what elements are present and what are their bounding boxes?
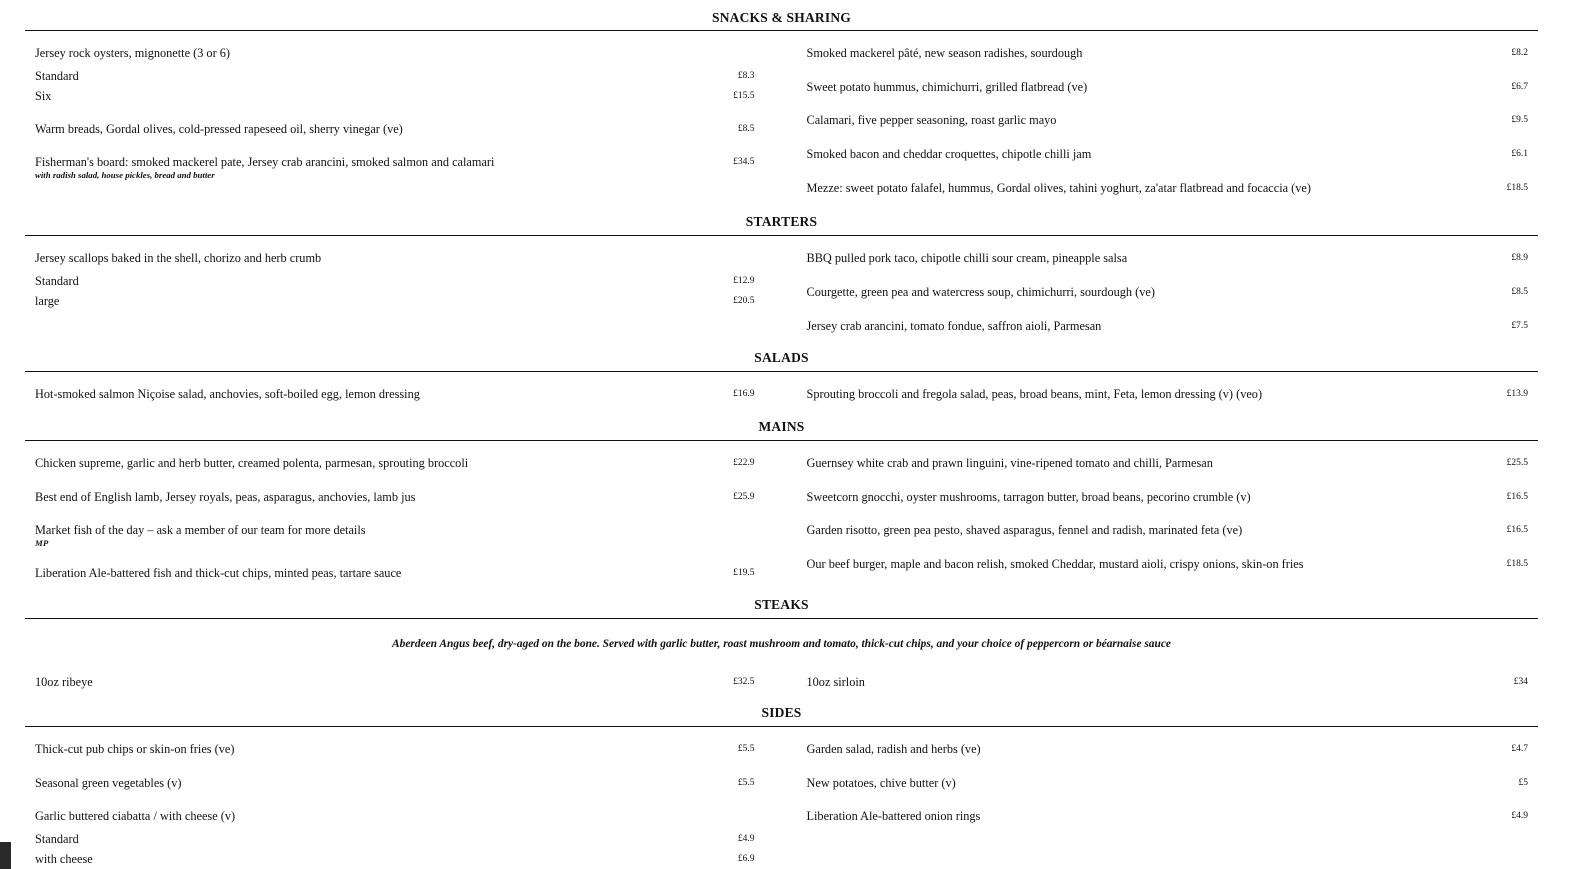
option-label: with cheese: [35, 852, 93, 866]
option-label: large: [35, 294, 60, 308]
item-option: [35, 829, 755, 849]
section-title-mains: MAINS: [758, 419, 805, 434]
menu-item: [35, 456, 755, 490]
item-price: £4.9: [1511, 811, 1528, 821]
menu-item: [807, 742, 1529, 776]
section-steaks: [25, 619, 1538, 696]
menu-item: [807, 776, 1529, 809]
menu-item: [807, 490, 1529, 523]
item-name: Warm breads, Gordal olives, cold-pressed rapeseed oil, sherry vinegar (ve): [35, 122, 403, 136]
snacks-left-column: [25, 31, 782, 205]
starters-right-column: [782, 236, 1539, 341]
item-name: Jersey rock oysters, mignonette (3 or 6): [35, 46, 230, 60]
item-subtext: with radish salad, house pickles, bread and butter: [35, 170, 215, 180]
menu-item: [807, 80, 1529, 113]
item-price: £16.5: [1506, 492, 1528, 502]
item-name: Jersey crab arancini, tomato fondue, saffron aioli, Parmesan: [806, 319, 1102, 333]
option-price: £6.9: [737, 854, 755, 864]
item-price: £25.9: [733, 492, 755, 502]
item-price: £5.5: [737, 778, 755, 788]
item-name: Sweetcorn gnocchi, oyster mushrooms, tarragon butter, broad beans, pecorino crumble (v): [806, 490, 1251, 504]
item-price: £18.5: [1506, 183, 1528, 193]
option-label: Standard: [35, 274, 79, 288]
section-title-starters: STARTERS: [745, 214, 818, 229]
menu-page: [25, 0, 1538, 869]
item-name: 10oz ribeye: [35, 675, 93, 689]
salads-right-column: [782, 372, 1539, 410]
item-price: £6.1: [1511, 149, 1528, 159]
item-price: £9.5: [1511, 115, 1528, 125]
item-name: Calamari, five pepper seasoning, roast garlic mayo: [806, 113, 1057, 127]
section-salads: [25, 372, 1538, 410]
menu-item: [35, 566, 755, 581]
item-name: Sprouting broccoli and fregola salad, peas, broad beans, mint, Feta, lemon dressing (v) (veo): [806, 387, 1263, 401]
item-price: £18.5: [1506, 559, 1528, 569]
menu-item: [35, 809, 755, 829]
section-title-steaks: STEAKS: [754, 597, 809, 612]
menu-item: [35, 46, 755, 66]
menu-item: [807, 251, 1529, 285]
item-name: Smoked mackerel pâté, new season radishes, sourdough: [806, 46, 1083, 60]
menu-item: [35, 776, 755, 809]
item-price: £25.5: [1506, 458, 1528, 468]
item-price: £5: [1518, 778, 1528, 788]
steaks-note: Aberdeen Angus beef, dry-aged on the bone. Served with garlic butter, roast mushroom and tomato, thick-cut chips, and your choice of peppercorn or béarnaise sauce: [392, 638, 1171, 650]
item-price: £16.5: [1506, 525, 1528, 535]
sides-left-column: [25, 727, 782, 869]
item-option: [35, 271, 755, 291]
item-price: £22.9: [733, 458, 755, 468]
item-name: Garlic buttered ciabatta / with cheese (v): [35, 809, 236, 823]
menu-item: [35, 251, 755, 271]
menu-item: [35, 742, 755, 776]
menu-item: [35, 387, 755, 402]
menu-item: [807, 456, 1529, 490]
item-name: 10oz sirloin: [806, 675, 865, 689]
menu-item: [807, 46, 1529, 80]
steaks-columns: [25, 656, 1538, 690]
option-price: £4.9: [737, 834, 755, 844]
item-price: £34.5: [733, 157, 755, 167]
option-label: Standard: [35, 69, 79, 83]
salads-left-column: [25, 372, 782, 410]
item-price: £19.5: [733, 568, 755, 578]
item-option: [35, 291, 755, 311]
menu-item: [807, 319, 1529, 334]
item-price: £6.7: [1511, 82, 1528, 92]
section-title-snacks: SNACKS & SHARING: [712, 10, 851, 25]
item-name: Courgette, green pea and watercress soup, chimichurri, sourdough (ve): [806, 285, 1155, 299]
item-name: Chicken supreme, garlic and herb butter, creamed polenta, parmesan, sprouting broccoli: [35, 456, 469, 470]
menu-item: [807, 285, 1529, 319]
item-name: Guernsey white crab and prawn linguini, vine-ripened tomato and chilli, Parmesan: [806, 456, 1213, 470]
steaks-left-column: [25, 675, 782, 690]
item-price: £8.2: [1511, 48, 1528, 58]
item-subtext: MP: [35, 538, 49, 548]
item-name: Garden salad, radish and herbs (ve): [806, 742, 981, 756]
item-name: BBQ pulled pork taco, chipotle chilli sour cream, pineapple salsa: [806, 251, 1128, 265]
item-price: £7.5: [1511, 321, 1528, 331]
corner-tab-button[interactable]: [0, 842, 11, 869]
item-name: Fisherman's board: smoked mackerel pate, Jersey crab arancini, smoked salmon and calamari: [35, 155, 495, 169]
item-price: £4.7: [1511, 744, 1528, 754]
starters-left-column: [25, 236, 782, 341]
section-title-salads: SALADS: [754, 350, 809, 365]
item-option: [35, 86, 755, 106]
menu-item: [35, 675, 755, 690]
menu-item: [35, 122, 755, 155]
menu-item: [35, 155, 755, 170]
item-name: Best end of English lamb, Jersey royals, peas, asparagus, anchovies, lamb jus: [35, 490, 416, 504]
mains-right-column: [782, 441, 1539, 588]
option-price: £15.5: [733, 91, 755, 101]
option-price: £12.9: [733, 276, 755, 286]
menu-item: [807, 113, 1529, 147]
item-option: [35, 66, 755, 86]
item-name: Thick-cut pub chips or skin-on fries (ve): [35, 742, 235, 756]
item-price: £8.5: [1511, 287, 1528, 297]
section-snacks: [25, 31, 1538, 205]
menu-item: [807, 675, 1529, 690]
menu-item: [807, 387, 1529, 402]
sides-right-column: [782, 727, 1539, 869]
section-starters: [25, 236, 1538, 341]
item-option: [35, 849, 755, 869]
item-price: £8.5: [737, 124, 755, 134]
item-price: £32.5: [733, 677, 755, 687]
item-price: £13.9: [1506, 389, 1528, 399]
mains-left-column: [25, 441, 782, 588]
item-price: £34: [1513, 677, 1528, 687]
option-price: £20.5: [733, 296, 755, 306]
option-price: £8.3: [737, 71, 755, 81]
item-name: Hot-smoked salmon Niçoise salad, anchovies, soft-boiled egg, lemon dressing: [35, 387, 420, 401]
item-name: Mezze: sweet potato falafel, hummus, Gordal olives, tahini yoghurt, za'atar flatbread and focaccia (ve): [806, 181, 1311, 195]
snacks-right-column: [782, 31, 1539, 205]
item-name: Market fish of the day – ask a member of our team for more details: [35, 523, 366, 537]
section-mains: [25, 441, 1538, 588]
menu-item: [35, 490, 755, 523]
item-name: Liberation Ale-battered fish and thick-cut chips, minted peas, tartare sauce: [35, 566, 402, 580]
menu-item: [807, 523, 1529, 557]
menu-item: [807, 557, 1529, 572]
item-price: £16.9: [733, 389, 755, 399]
item-name: Garden risotto, green pea pesto, shaved asparagus, fennel and radish, marinated feta (ve): [806, 523, 1243, 537]
item-name: Jersey scallops baked in the shell, chorizo and herb crumb: [35, 251, 322, 265]
menu-item: [807, 809, 1529, 824]
section-title-sides: SIDES: [761, 705, 802, 720]
option-label: Standard: [35, 832, 79, 846]
item-price: £8.9: [1511, 253, 1528, 263]
steaks-right-column: [782, 675, 1539, 690]
item-name: Smoked bacon and cheddar croquettes, chipotle chilli jam: [806, 147, 1092, 161]
item-name: Liberation Ale-battered onion rings: [806, 809, 981, 823]
item-price: £5.5: [737, 744, 755, 754]
menu-item: [35, 523, 755, 538]
item-name: Our beef burger, maple and bacon relish, smoked Cheddar, mustard aioli, crispy onions, skin-on fries: [806, 557, 1304, 571]
item-name: Sweet potato hummus, chimichurri, grilled flatbread (ve): [806, 80, 1088, 94]
option-label: Six: [35, 89, 52, 103]
item-name: Seasonal green vegetables (v): [35, 776, 182, 790]
menu-item: [807, 147, 1529, 181]
item-name: New potatoes, chive butter (v): [806, 776, 956, 790]
menu-item: [807, 181, 1529, 196]
section-sides: [25, 727, 1538, 869]
